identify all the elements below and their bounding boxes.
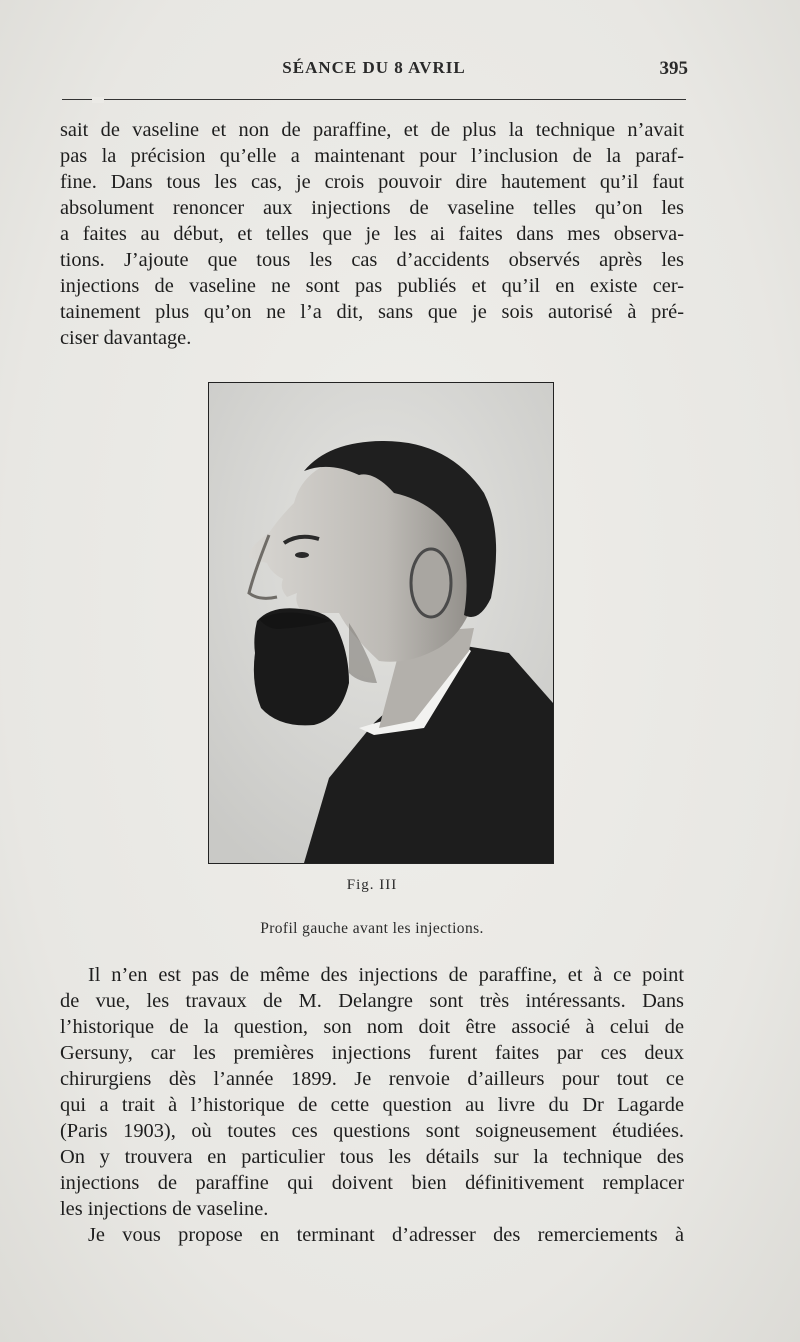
figure-caption: Profil gauche avant les injections.: [260, 920, 484, 937]
text-line: pas la précision qu’elle a maintenant pour l’inclusion de la paraf-: [60, 145, 684, 167]
text-line: (Paris 1903), où toutes ces questions sont soigneusement étudiées.: [60, 1120, 684, 1142]
text-line: injections de paraffine qui doivent bien définitivement remplacer: [60, 1172, 684, 1194]
running-header: [60, 58, 688, 88]
text-line: fine. Dans tous les cas, je crois pouvoir dire hautement qu’il faut: [60, 171, 684, 193]
paragraph-3: [60, 1222, 684, 1248]
text-line: On y trouvera en particulier tous les détails sur la technique des: [60, 1146, 684, 1168]
page-number: 395: [659, 58, 688, 79]
text-line: absolument renoncer aux injections de vaseline telles qu’on les: [60, 197, 684, 219]
text-line: a faites au début, et telles que je les ai faites dans mes observa-: [60, 223, 684, 245]
text-line: l’historique de la question, son nom doit être associé à celui de: [60, 1016, 684, 1038]
text-line: Je vous propose en terminant d’adresser des remerciements à: [88, 1224, 684, 1246]
figure-label: Fig. III: [346, 877, 398, 893]
header-rule: [62, 99, 686, 100]
text-line: sait de vaseline et non de paraffine, et de plus la technique n’avait: [60, 119, 684, 141]
text-line: qui a trait à l’historique de cette question au livre du Dr Lagarde: [60, 1094, 684, 1116]
text-line: Il n’en est pas de même des injections de paraffine, et à ce point: [88, 964, 684, 986]
text-line: tions. J’ajoute que tous les cas d’accidents observés après les: [60, 249, 684, 271]
text-line: ciser davantage.: [60, 327, 192, 349]
running-title: SÉANCE DU 8 AVRIL: [282, 58, 466, 77]
paragraph-2: [60, 962, 684, 1222]
text-line: les injections de vaseline.: [60, 1198, 269, 1220]
text-line: chirurgiens dès l’année 1899. Je renvoie d’ailleurs pour tout ce: [60, 1068, 684, 1090]
text-line: de vue, les travaux de M. Delangre sont très intéressants. Dans: [60, 990, 684, 1012]
text-line: tainement plus qu’on ne l’a dit, sans que je sois autorisé à pré-: [60, 301, 684, 323]
text-line: injections de vaseline ne sont pas publiés et qu’il en existe cer-: [60, 275, 684, 297]
paragraph-1: [60, 117, 684, 351]
portrait-photo: [208, 382, 554, 864]
text-line: Gersuny, car les premières injections furent faites par ces deux: [60, 1042, 684, 1064]
